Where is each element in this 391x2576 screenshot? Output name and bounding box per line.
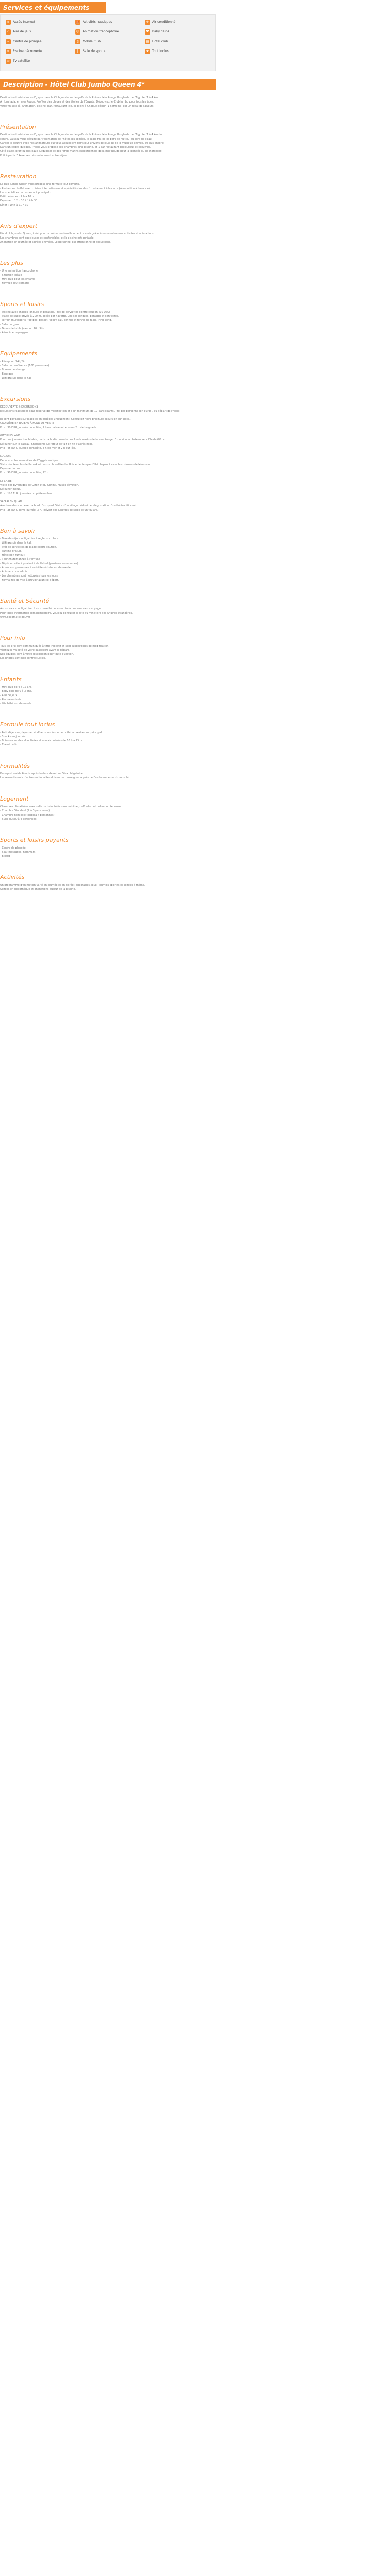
section-line: - Salle de conférence (100 personnes) xyxy=(0,364,50,367)
description-header: Description - Hôtel Club Jumbo Queen 4* xyxy=(3,81,145,88)
section-line: Soirées en discothèque et animations autour de la piscine. xyxy=(0,888,76,891)
section-line: A Hurghada, en mer Rouge. Profitez des plages et des étoiles de l'Égypte. Découvrez le Club Jumbo pour tous les âges. xyxy=(0,100,154,104)
diving-icon: ≈ xyxy=(6,39,11,44)
section-body xyxy=(0,537,215,582)
section-line: - Tennis de table (caution 10 US$) xyxy=(0,327,44,330)
section-line: - Animaux non admis. xyxy=(0,570,28,573)
section-line: Passeport valide 6 mois après la date de retour. Visa obligatoire. xyxy=(0,772,84,775)
star-icon: ★ xyxy=(145,49,150,54)
service-label: Hôtel club xyxy=(152,40,168,43)
section-line: - Piscine avec chaises longues et parasols. Prêt de serviettes contre caution (10 US$) xyxy=(0,311,110,314)
service-item xyxy=(6,39,42,45)
service-label: Air conditionné xyxy=(152,20,176,24)
section-line: - Chambre Standard (2 à 3 personnes) xyxy=(0,809,50,812)
service-item xyxy=(75,39,101,45)
section-line: - Billard xyxy=(0,855,10,858)
service-item xyxy=(6,19,35,25)
section-line: - Suite (jusqu'à 4 personnes) xyxy=(0,818,37,821)
section-line: - Situation idéale xyxy=(0,274,22,277)
section-line: - Restaurant buffet avec cuisine internationale et spécialités locales. 1 restaurant à la carte (réservation à l'avance). xyxy=(0,187,151,190)
section-line: - Mini club de 4 à 12 ans. xyxy=(0,686,32,689)
section-line: - Accès aux personnes à mobilité réduite sur demande. xyxy=(0,566,72,569)
section-title: Santé et Sécurité xyxy=(0,598,50,604)
section-line: Gardez le sourire avec nos animateurs qui vous accueillent dans leur univers de jeux ou de la musique animée, et plus encore. xyxy=(0,142,165,145)
section-line: - Terrain multisports (football, basket, volley-ball, tennis) et tennis de table. Ping-pong. xyxy=(0,319,112,322)
section-title: Logement xyxy=(0,795,29,802)
section-line: Animation en journée et soirées animées. Le personnel est attentionné et accueillant. xyxy=(0,241,111,244)
section-line: - Aire de jeux. xyxy=(0,694,18,697)
section-line: - Petit déjeuner, déjeuner et dîner sous forme de buffet au restaurant principal. xyxy=(0,731,103,734)
section-line: Visite des pyramides de Gizeh et du Sphinx. Musée égyptien. xyxy=(0,484,79,487)
section-line: Tous les prix sont communiqués à titre indicatif et sont susceptibles de modification. xyxy=(0,645,109,648)
section-line: Prix : 45 EUR, journée complète, 4 h en mer et 2 h sur l'île. xyxy=(0,447,76,450)
section-line: Dans un cadre idyllique, l'hôtel vous propose ses chambres, une piscine, et 1 bar-restaurant chaleureux et convivial. xyxy=(0,146,151,149)
section-line: centre. Laissez-vous séduire par l'animation de l'hôtel, les soirées, le sable fin, et les bars de nuit ou au bord de l'eau. xyxy=(0,138,153,141)
section-title: Equipements xyxy=(0,350,38,357)
section-line: GIFTUN ISLAND xyxy=(0,434,20,437)
section-line: Les spécialités du restaurant principal : xyxy=(0,191,51,194)
tv-icon: ▭ xyxy=(6,59,11,64)
section-title: Bon à savoir xyxy=(0,528,36,534)
section-line xyxy=(0,496,215,500)
section-line: - Thé et café. xyxy=(0,743,18,747)
section-line: Visite des temples de Karnak et Louxor, la vallée des Rois et le temple d'Hatchepsout avec les colosses de Memnon. xyxy=(0,463,151,466)
service-item xyxy=(75,48,105,55)
section-line: - Caution demandée à l'arrivée. xyxy=(0,558,41,561)
service-label: Accès Internet xyxy=(13,20,36,24)
service-item xyxy=(6,58,30,64)
section-line: - Plage de sable privée à 200 m, accès par navette. Chaises longues, parasols et serviettes. xyxy=(0,315,119,318)
section-line: Déjeuner inclus. xyxy=(0,467,21,470)
section-line xyxy=(0,430,215,434)
section-line: Ils sont payables sur place et en espèces uniquement. Consultez notre brochure excursion sur place. xyxy=(0,418,131,421)
service-item xyxy=(145,19,175,25)
section-body xyxy=(0,644,215,660)
section-line: Les chambres sont spacieuses et confortables, et la piscine est agréable. xyxy=(0,236,95,240)
description-header-bar xyxy=(0,79,216,90)
section-title: Les plus xyxy=(0,260,23,266)
section-line: - Prêt de serviettes de plage contre caution. xyxy=(0,546,57,549)
section-line: - Piscine enfants. xyxy=(0,698,22,701)
section-line: - Formule tout compris xyxy=(0,282,29,285)
section-line: Déjeuner sur le bateau. Snorkeling. Le retour se fait en fin d'après-midi. xyxy=(0,443,93,446)
section-line: Chambres climatisées avec salle de bain, télévision, minibar, coffre-fort et balcon ou terrasse. xyxy=(0,805,122,808)
section-body xyxy=(0,405,215,512)
section-body xyxy=(0,232,215,244)
playground-icon: ⌂ xyxy=(6,29,11,35)
section-line: Côté plage, profitez des eaux turquoises et des fonds marins exceptionnels de la mer Rouge pour la plongée ou le snorkeling. xyxy=(0,150,163,153)
section-line: Vérifiez la validité de votre passeport avant le départ. xyxy=(0,649,70,652)
section-body xyxy=(0,772,215,780)
baby-icon: ♥ xyxy=(145,29,150,35)
section-line: LE CAIRE xyxy=(0,480,12,483)
service-label: Activités nautiques xyxy=(83,20,112,24)
service-label: Tv satellite xyxy=(13,59,30,63)
section-line: Votre fin sera là. Animation, piscine, bar, restaurant (de, ce bien) à Chaque séjour (1 Semaine) est un régal de saveurs. xyxy=(0,105,155,108)
section-line: - Dépôt en ville à proximité de l'hôtel (plusieurs commerces). xyxy=(0,562,79,565)
section-line: Prix : 90 EUR, journée complète, 12 h. xyxy=(0,471,50,474)
section-body xyxy=(0,846,215,858)
section-line: - Lits bébé sur demande. xyxy=(0,702,32,705)
section-body xyxy=(0,805,215,821)
hotel-icon: ▦ xyxy=(145,39,150,44)
section-line: Prix : 35 EUR, demi-journée, 3 h. Prévoir des lunettes de soleil et un foulard. xyxy=(0,509,99,512)
section-line: Excursions réalisables sous réserve de modification et d'un minimum de 10 participants. Prix par personne (en euros), au départ de l'hôtel. xyxy=(0,410,181,413)
section-line: - Aérobic et aquagym xyxy=(0,331,28,334)
section-title: Formalités xyxy=(0,762,30,769)
section-body xyxy=(0,133,215,158)
section-line: - Les chambres sont nettoyées tous les jours. xyxy=(0,574,59,578)
section-title: Sports et loisirs xyxy=(0,301,44,308)
section-body xyxy=(0,182,215,207)
section-line: - Taxe de séjour obligatoire à régler sur place. xyxy=(0,537,59,540)
section-line xyxy=(0,475,215,479)
section-body xyxy=(0,731,215,747)
section-line: LOUXOR xyxy=(0,455,11,458)
section-body xyxy=(0,310,215,335)
boat-icon: ⛵ xyxy=(76,20,80,24)
service-label: Salle de sports xyxy=(83,49,106,53)
section-line: www.diplomatie.gouv.fr xyxy=(0,616,30,619)
section-line: Le club Jumbo Queen vous propose une formule tout compris. xyxy=(0,183,80,186)
service-item xyxy=(75,29,119,35)
section-line: Prêt à partir ? Réservez dès maintenant votre séjour. xyxy=(0,154,68,157)
section-line: - Réception 24h/24 xyxy=(0,360,25,363)
section-line: DECOUVERTE & EXCURSIONS xyxy=(0,405,38,409)
section-line: - Baby club de 0 à 3 ans. xyxy=(0,690,32,693)
section-line: CROISIÈRE EN BATEAU À FOND DE VERRE xyxy=(0,422,54,425)
section-body xyxy=(0,360,215,380)
section-line: Petit déjeuner : 7 h à 10 h xyxy=(0,195,34,198)
pool-icon: ≈ xyxy=(6,49,11,54)
section-line: - Centre de plongée xyxy=(0,846,26,850)
section-body xyxy=(0,883,215,891)
section-title: Activités xyxy=(0,874,25,880)
section-line: Destination tout-inclus en Égypte dans le Club Jumbo sur le golfe de la Ruines. Mer Rouge Hurghada de l'Egypte, 1 à 4 km du xyxy=(0,133,162,137)
section-line: Prix : 120 EUR, journée complète en bus. xyxy=(0,492,53,495)
dumbbell-icon: ‖ xyxy=(75,49,80,54)
section-line: - Boutique xyxy=(0,372,13,376)
people-icon: ☺ xyxy=(76,29,80,33)
section-line: Prix : 30 EUR, journée complète, 1 h en bateau et environ 2 h de baignade. xyxy=(0,426,97,429)
section-line: Les ressortissants d'autres nationalités doivent se renseigner auprès de l'ambassade ou du consulat. xyxy=(0,776,131,779)
service-label: Centre de plongée xyxy=(13,40,42,43)
service-item xyxy=(6,48,42,55)
section-line: - Hôtel non-fumeur. xyxy=(0,554,25,557)
section-title: Pour info xyxy=(0,635,25,641)
section-line: Un programme d'animation varié en journée et en soirée : spectacles, jeux, tournois sportifs et soirées à thème. xyxy=(0,884,145,887)
snowflake-icon: ❄ xyxy=(145,20,150,25)
section-line: - Snacks en journée. xyxy=(0,735,26,738)
service-item xyxy=(75,19,112,25)
section-title: Sports et loisirs payants xyxy=(0,837,69,843)
section-title: Restauration xyxy=(0,173,37,180)
section-line: - Mini club pour les enfants xyxy=(0,278,35,281)
section-title: Présentation xyxy=(0,124,36,130)
service-label: Animation francophone xyxy=(83,30,119,33)
section-title: Excursions xyxy=(0,396,31,402)
service-item xyxy=(145,39,168,45)
services-panel xyxy=(0,14,216,71)
section-body xyxy=(0,96,215,108)
section-body xyxy=(0,685,215,706)
mobile-icon: ▯ xyxy=(75,39,80,44)
section-line: Déjeuner : 12 h 30 à 14 h 30 xyxy=(0,199,38,202)
service-label: Tout inclus xyxy=(152,49,169,53)
section-line xyxy=(0,413,215,417)
section-line: - Spa (massages, hammam) xyxy=(0,851,37,854)
service-item xyxy=(6,29,31,35)
section-line: - Wifi gratuit dans le hall xyxy=(0,377,32,380)
section-line: - Parking gratuit. xyxy=(0,550,22,553)
section-line: - Boissons locales alcoolisées et non alcoolisées de 10 h à 23 h. xyxy=(0,739,83,742)
service-item xyxy=(145,29,169,35)
section-line xyxy=(0,450,215,454)
section-line: Aventure dans le désert à bord d'un quad. Visite d'un village bédouin et dégustation d'un thé traditionnel. xyxy=(0,504,137,507)
service-item xyxy=(145,48,169,55)
section-line: Déjeuner inclus. xyxy=(0,488,21,491)
service-label: Mobile Club xyxy=(83,40,101,43)
section-line: Hôtel club Jumbo Queen, idéal pour un séjour en famille ou entre amis grâce à ses nombreuses activités et animations. xyxy=(0,232,155,235)
section-body xyxy=(0,607,215,619)
section-line: Pour toute information complémentaire, veuillez consulter le site du ministère des Affaires étrangères. xyxy=(0,612,133,615)
section-body xyxy=(0,269,215,285)
section-line: - Bureau de change xyxy=(0,368,26,371)
section-line: Nos équipes sont à votre disposition pour toute question. xyxy=(0,653,74,656)
section-line: Dîner : 19 h à 21 h 30 xyxy=(0,204,28,207)
section-line: Destination tout-inclus en Égypte dans le Club Jumbo sur le golfe de la Ruines. Mer Rouge Hurghada de l'Egypte, 1 à 4 km xyxy=(0,96,158,99)
section-line: - Chambre Familiale (jusqu'à 4 personnes) xyxy=(0,814,55,817)
section-title: Avis d'expert xyxy=(0,223,38,229)
section-line: Découvrez les merveilles de l'Égypte antique. xyxy=(0,459,59,462)
wifi-icon: ≋ xyxy=(6,20,11,25)
section-line: SAFARI EN QUAD xyxy=(0,500,22,503)
section-line: Pour une journée inoubliable, partez à la découverte des fonds marins de la mer Rouge. Excursion en bateau vers l'île de Giftun. xyxy=(0,438,166,442)
service-label: Baby clubs xyxy=(152,30,169,33)
service-label: Aire de jeux xyxy=(13,30,31,33)
section-line: Aucun vaccin obligatoire. Il est conseillé de souscrire à une assurance voyage. xyxy=(0,607,102,611)
section-line: - Une animation francophone xyxy=(0,269,38,273)
section-title: Formule tout inclus xyxy=(0,721,55,728)
section-line: - Wifi gratuit dans le hall. xyxy=(0,541,32,545)
section-title: Enfants xyxy=(0,676,22,683)
section-line: Les photos sont non contractuelles. xyxy=(0,657,46,660)
service-label: Piscine découverte xyxy=(13,49,42,53)
services-header: Services et équipements xyxy=(0,2,106,13)
section-line: - Salle de gym xyxy=(0,323,19,326)
section-line: - Formalités de visa à prévoir avant le départ. xyxy=(0,579,59,582)
